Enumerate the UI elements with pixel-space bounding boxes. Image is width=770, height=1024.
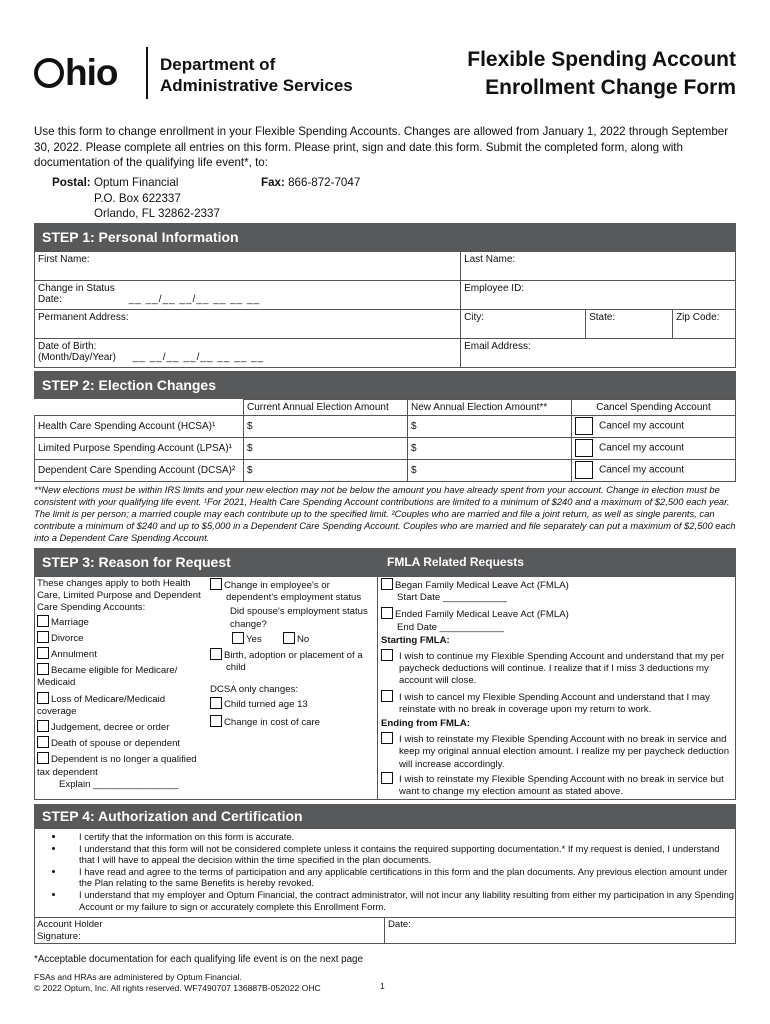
yes-no-choice: Yes No — [210, 632, 370, 646]
checkbox[interactable] — [210, 697, 222, 709]
reason-col2 — [210, 578, 370, 729]
email-field[interactable]: Email Address: — [461, 339, 736, 368]
step4-header: STEP 4: Authorization and Certification — [34, 804, 736, 829]
step3-divider — [377, 576, 378, 800]
checkbox[interactable] — [381, 607, 393, 619]
cert-bullet: • I certify that the information on this form is accurate. — [65, 831, 735, 843]
employee-id-field[interactable]: Employee ID: — [461, 281, 736, 310]
dept-line2: Administrative Services — [160, 76, 353, 95]
documentation-note: *Acceptable documentation for each qualifying life event is on the next page — [34, 954, 363, 965]
fmla-began[interactable]: Began Family Medical Leave Act (FMLA) — [381, 578, 733, 592]
new-amount-input[interactable]: $ — [408, 438, 572, 460]
cert-bullet: • I understand that my employer and Optum Financial, the contract administrator, will not incur any liability resulting from either my participation in any Spending Account or my failure to sign or accurately complete this Enrollment Form. — [65, 889, 735, 912]
reason-loss-medicare[interactable]: Loss of Medicare/Medicaid coverage — [37, 693, 166, 717]
postal-block: Postal: — [52, 176, 91, 189]
end-option-keep[interactable]: I wish to reinstate my Flexible Spending Account with no break in service and keep my original annual election amount. I realize my per paycheck deduction will increase accordingly. — [381, 732, 733, 771]
current-amount-input[interactable]: $ — [244, 416, 408, 438]
fax-block: Fax: 866-872-7047 — [261, 176, 361, 189]
fmla-ended[interactable]: Ended Family Medical Leave Act (FMLA) — [381, 607, 733, 621]
change-status-date-field[interactable]: Change in Status Date: __ __/__ __/__ __ __ __ — [35, 281, 461, 310]
spouse-question: Did spouse's employment status change? — [230, 606, 368, 630]
step4-box — [34, 828, 736, 944]
explain-field[interactable]: Explain ________________ — [59, 778, 179, 790]
col-new-election: New Annual Election Amount** — [408, 400, 572, 416]
reason-divorce[interactable]: Divorce — [37, 631, 203, 645]
cancel-checkbox[interactable] — [575, 439, 593, 457]
ending-fmla-label: Ending from FMLA: — [381, 718, 470, 730]
dob-field[interactable]: Date of Birth: (Month/Day/Year) __ __/__ __/__ __ __ __ — [35, 339, 461, 368]
personal-info-table — [34, 251, 736, 368]
reason-cost-care[interactable]: Change in cost of care — [210, 715, 370, 729]
reason-col1 — [37, 578, 203, 811]
yes-checkbox[interactable] — [232, 632, 244, 644]
checkbox[interactable] — [37, 615, 49, 627]
cancel-checkbox-cell[interactable]: Cancel my account — [572, 438, 736, 460]
col-cancel: Cancel Spending Account — [572, 400, 736, 416]
no-checkbox[interactable] — [283, 632, 295, 644]
reason-marriage[interactable]: Marriage — [37, 615, 203, 629]
fmla-header: FMLA Related Requests — [377, 548, 736, 576]
last-name-field[interactable]: Last Name: — [461, 252, 736, 281]
certification-list — [35, 828, 735, 912]
checkbox[interactable] — [381, 690, 393, 702]
footer-admin: FSAs and HRAs are administered by Optum Financial. © 2022 Optum, Inc. All rights reserved. WF7490707 136887B-052022 OHC — [34, 972, 321, 993]
election-row-label: Limited Purpose Spending Account (LPSA)¹ — [35, 438, 244, 460]
current-amount-input[interactable]: $ — [244, 460, 408, 482]
checkbox[interactable] — [37, 720, 49, 732]
starting-fmla-label: Starting FMLA: — [381, 634, 450, 646]
dept-line1: Department of — [160, 55, 276, 74]
reason-dependent[interactable]: Dependent is no longer a qualified tax dependent — [37, 754, 197, 778]
checkbox[interactable] — [381, 732, 393, 744]
checkbox[interactable] — [210, 648, 222, 660]
header-divider — [146, 47, 148, 99]
new-amount-input[interactable]: $ — [408, 460, 572, 482]
checkbox[interactable] — [381, 649, 393, 661]
checkbox[interactable] — [37, 663, 49, 675]
new-amount-input[interactable]: $ — [408, 416, 572, 438]
reason-child-age[interactable]: Child turned age 13 — [210, 697, 370, 711]
election-row-label: Dependent Care Spending Account (DCSA)² — [35, 460, 244, 482]
checkbox[interactable] — [37, 692, 49, 704]
state-field[interactable]: State: — [586, 310, 673, 339]
checkbox[interactable] — [210, 715, 222, 727]
checkbox[interactable] — [37, 647, 49, 659]
current-amount-input[interactable]: $ — [244, 438, 408, 460]
checkbox[interactable] — [37, 631, 49, 643]
step3-header: STEP 3: Reason for Request — [34, 548, 377, 576]
first-name-field[interactable]: First Name: — [35, 252, 461, 281]
col-current-election: Current Annual Election Amount — [244, 400, 408, 416]
election-row-label: Health Care Spending Account (HCSA)¹ — [35, 416, 244, 438]
fmla-end-date[interactable]: End Date ____________ — [397, 621, 504, 633]
fmla-col — [381, 578, 733, 798]
title-line1: Flexible Spending Account — [467, 48, 736, 71]
checkbox[interactable] — [210, 578, 222, 590]
cert-bullet: • I understand that this form will not be considered complete unless it contains the required supporting documentation.* If my request is denied, I understand that I will have to appeal the decision within the time specified in the plan documents. — [65, 843, 735, 866]
ohio-logo: hio — [34, 52, 117, 94]
form-title — [467, 46, 736, 102]
election-table — [34, 399, 736, 482]
checkbox[interactable] — [381, 578, 393, 590]
checkbox[interactable] — [37, 752, 49, 764]
date-field[interactable]: Date: — [388, 919, 411, 930]
page-number: 1 — [380, 981, 385, 991]
election-footnote: **New elections must be within IRS limits and your new election may not be below the amount you have already spent from your account. Change in election must be consistent with your qualifying life event. ¹For 2021, Health Care Spending Account contributions are limited to a minimum of $240 and a maximum of $2,500 each year. The limit is per person; a married couple may each contribute up to the specified limit. ²Couples who are married and file a joint return, as well as single parents, can contribute a minimum of $240 and up to $5,000 in a Dependent Care Spending Account. Couples who are married and file separately can put a maximum of $2,500 each into a Dependent Care Spending Account. — [34, 484, 736, 543]
reason-judgement[interactable]: Judgement, decree or order — [37, 720, 203, 734]
reason-medicare[interactable]: Became eligible for Medicare/ Medicaid — [37, 665, 178, 689]
reason-death[interactable]: Death of spouse or dependent — [37, 736, 203, 750]
cancel-checkbox-cell[interactable]: Cancel my account — [572, 460, 736, 482]
reason-birth[interactable]: Birth, adoption or placement of a child — [210, 648, 370, 674]
checkbox[interactable] — [37, 736, 49, 748]
ohio-logo-o-icon — [34, 58, 64, 88]
cancel-checkbox[interactable] — [575, 417, 593, 435]
intro-text: Use this form to change enrollment in your Flexible Spending Accounts. Changes are allowed from January 1, 2022 through September 30, 2022. Please complete all entries on this form. Please print, sign and date this form. Submit the completed form, along with documentation of the qualifying life event*, to: — [34, 125, 729, 169]
start-option-cancel[interactable]: I wish to cancel my Flexible Spending Account and understand that I may reinstate with no break in coverage upon my return to work. — [381, 690, 733, 716]
department-name — [160, 54, 353, 96]
cancel-checkbox[interactable] — [575, 461, 593, 479]
reason-intro: These changes apply to both Health Care, Limited Purpose and Dependent Care Spending Accounts: — [37, 578, 201, 614]
dcsa-label: DCSA only changes: — [210, 684, 298, 696]
step1-header: STEP 1: Personal Information — [34, 223, 736, 251]
reason-change-dep[interactable]: Change in employee's or dependent's employment status — [210, 578, 370, 604]
title-line2: Enrollment Change Form — [485, 76, 736, 99]
start-option-continue[interactable]: I wish to continue my Flexible Spending Account and understand that my per paycheck deductions will continue. I realize that if I miss 3 deductions my account will close. — [381, 649, 733, 688]
permanent-address-field[interactable]: Permanent Address: — [35, 310, 461, 339]
postal-address: Optum Financial P.O. Box 622337 Orlando, FL 32862-2337 — [94, 176, 220, 220]
zip-field[interactable]: Zip Code: — [673, 310, 736, 339]
cancel-checkbox-cell[interactable]: Cancel my account — [572, 416, 736, 438]
reason-annulment[interactable]: Annulment — [37, 647, 203, 661]
city-field[interactable]: City: — [461, 310, 586, 339]
cert-bullet: • I have read and agree to the terms of participation and any applicable certifications in this form and the plan documents. Any previous election amount under the Plan relating to the same Benefits is hereby revoked. — [65, 866, 735, 889]
step2-header: STEP 2: Election Changes — [34, 371, 736, 399]
fmla-start-date[interactable]: Start Date ____________ — [397, 592, 507, 604]
end-option-change[interactable]: I wish to reinstate my Flexible Spending Account with no break in service but want to change my election amount as stated above. — [381, 772, 733, 798]
signature-field[interactable]: Account Holder Signature: — [37, 919, 103, 942]
checkbox[interactable] — [381, 772, 393, 784]
